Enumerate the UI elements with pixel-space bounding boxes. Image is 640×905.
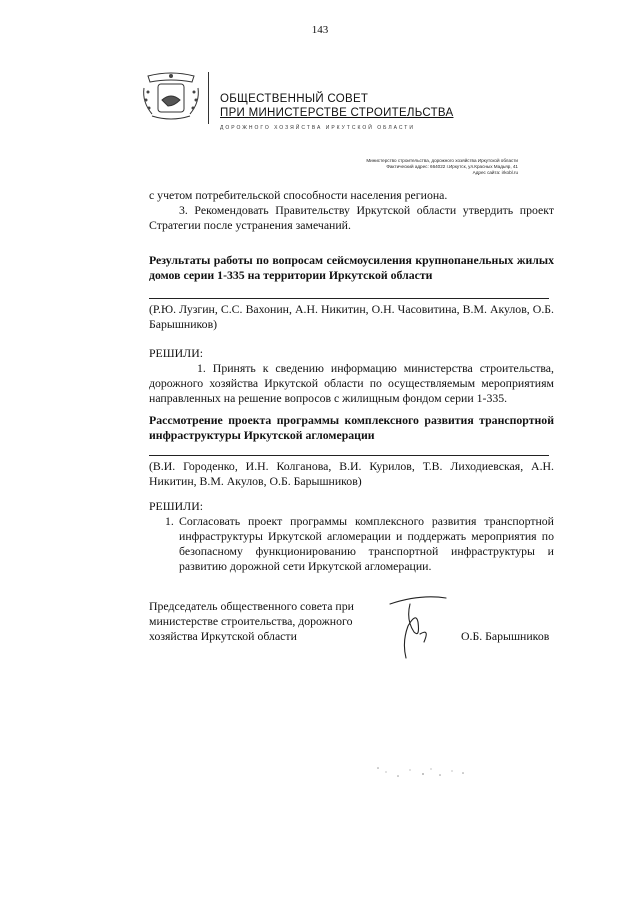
section1-speakers: (Р.Ю. Лузгин, С.С. Вахонин, А.Н. Никитин, О.Н. Часовитина, В.М. Акулов, О.Б. Барышников) xyxy=(149,302,554,331)
address-block xyxy=(366,158,518,176)
section1-decision: 1. Принять к сведению информацию министерства строительства, дорожного хозяйства Иркутской области по осуществляемым мероприятиям направленных на решение вопросов с жилищным фондом серии 1-335. xyxy=(149,361,554,405)
address-line: Адрес сайта: irkobl.ru xyxy=(472,170,518,175)
section2-decision-item xyxy=(149,514,554,574)
address-line: Министерство строительства, дорожного хозяйства Иркутской области xyxy=(366,158,518,163)
decision-number: 1. xyxy=(165,514,174,528)
chairman-name: О.Б. Барышников xyxy=(461,629,550,643)
section2-decided-label: РЕШИЛИ: xyxy=(149,499,203,513)
coat-of-arms-icon xyxy=(140,70,202,122)
section1-title: Результаты работы по вопросам сейсмоусиления крупнопанельных жилых домов серии 1-335 на территории Иркутской области xyxy=(149,253,554,282)
handwritten-signature xyxy=(380,592,460,662)
continuation-text: с учетом потребительской способности населения региона. xyxy=(149,188,448,202)
address-line: Фактический адрес: 664022 г.Иркутск, ул.Красных Мадьяр, 41 xyxy=(386,164,518,169)
page-number: 143 xyxy=(311,24,329,36)
org-name-line3: ДОРОЖНОГО ХОЗЯЙСТВА ИРКУТСКОЙ ОБЛАСТИ xyxy=(220,125,415,131)
section1-decided-label: РЕШИЛИ: xyxy=(149,346,203,360)
section1-underline xyxy=(149,298,549,299)
organization-header xyxy=(220,92,453,131)
chairman-title: Председатель общественного совета при министерстве строительства, дорожного хозяйства Иркутской области xyxy=(149,599,354,643)
recommendation-item-3: 3. Рекомендовать Правительству Иркутской области утвердить проект Стратегии после устранения замечаний. xyxy=(149,203,554,232)
org-name-line2: ПРИ МИНИСТЕРСТВЕ СТРОИТЕЛЬСТВА xyxy=(220,107,454,119)
section2-speakers: (В.И. Городенко, И.Н. Колганова, В.И. Курилов, Т.В. Лиходиевская, А.Н. Никитин, В.М. Акулов, О.Б. Барышников) xyxy=(149,459,554,488)
section2-underline xyxy=(149,455,549,456)
section2-title: Рассмотрение проекта программы комплексного развития транспортной инфраструктуры Иркутской агломерации xyxy=(149,413,554,442)
section2-decision: Согласовать проект программы комплексного развития транспортной инфраструктуры Иркутской агломерации и поддержать мероприятия по безопасному функционированию транспортной инфраструктуры и развитию дорожной сети Иркутской агломерации. xyxy=(179,514,554,573)
scan-artifact xyxy=(368,760,478,784)
org-name-line1: ОБЩЕСТВЕННЫЙ СОВЕТ xyxy=(220,93,369,105)
header-divider xyxy=(208,72,209,124)
